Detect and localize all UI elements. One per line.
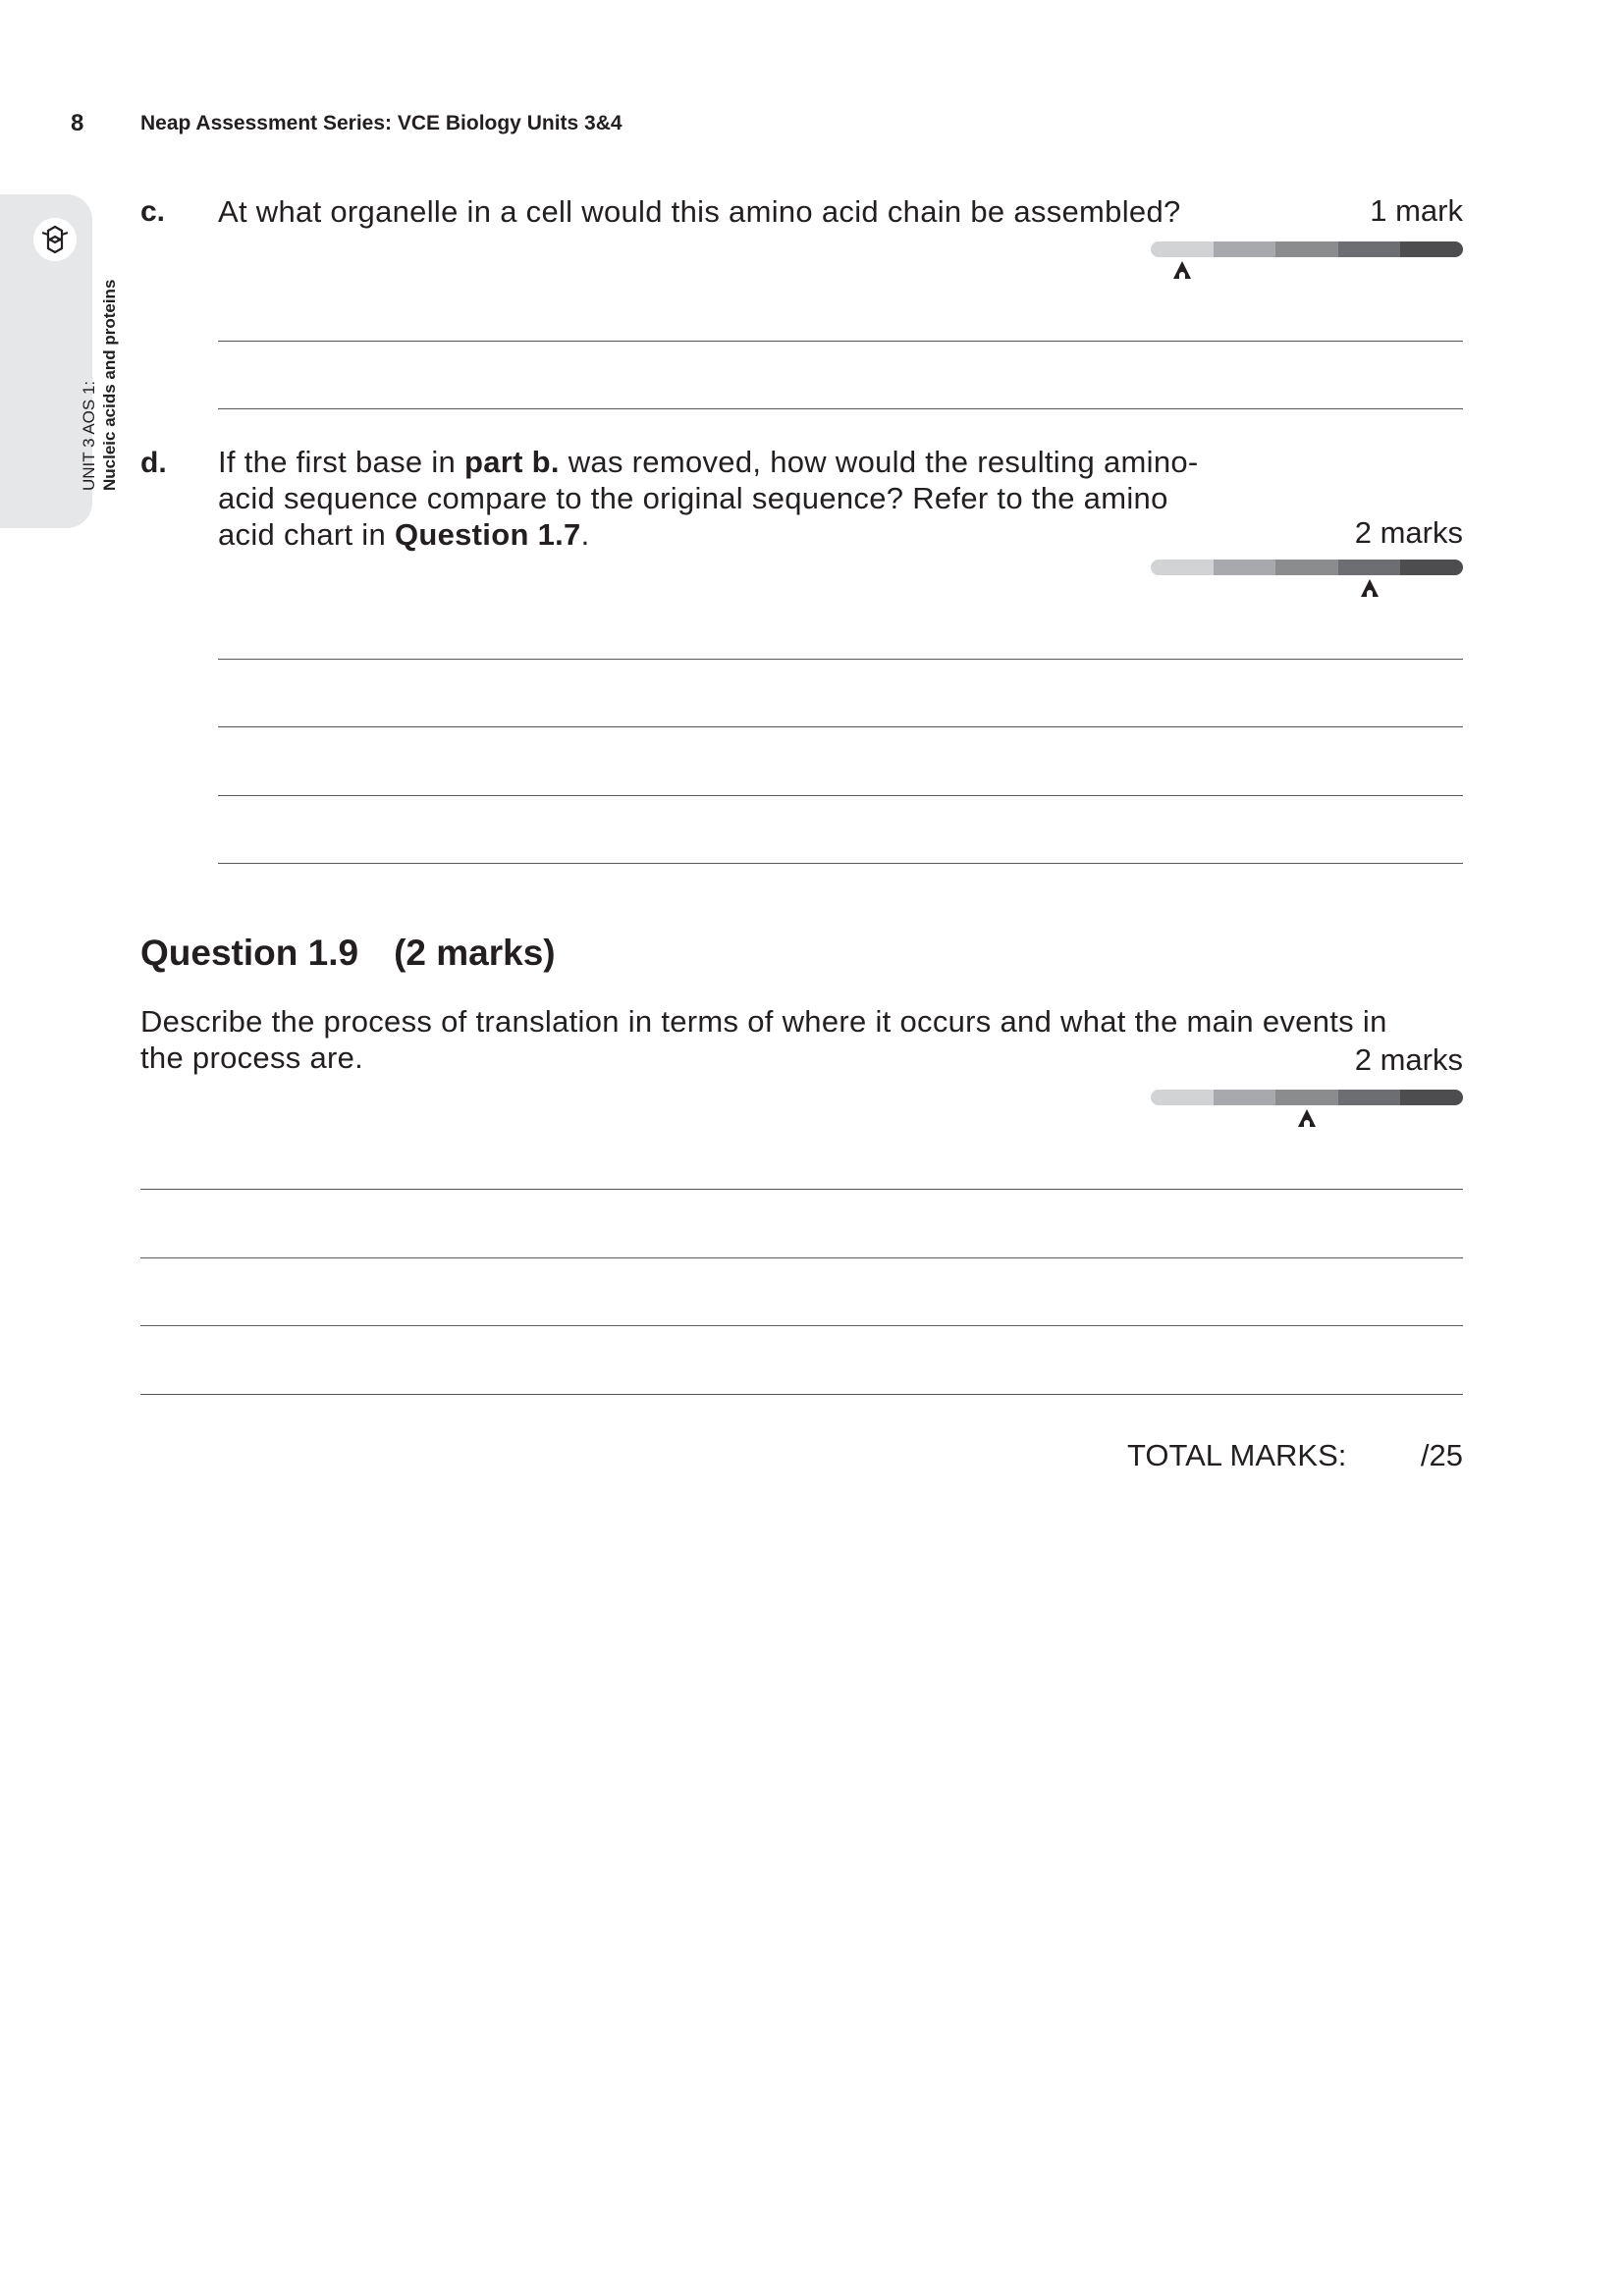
total-marks-label: TOTAL MARKS: (1127, 1438, 1347, 1472)
difficulty-segment (1400, 241, 1463, 257)
difficulty-segment (1151, 241, 1214, 257)
question-heading (140, 933, 591, 974)
part-d-text-3: . (580, 517, 590, 552)
running-title: Neap Assessment Series: VCE Biology Units 3&4 (140, 112, 623, 134)
difficulty-segment (1275, 241, 1338, 257)
difficulty-segment (1400, 1090, 1463, 1105)
part-d-ref-part-b: part b. (463, 445, 560, 479)
part-d-letter: d. (140, 447, 167, 479)
part-d-question (218, 444, 1200, 553)
difficulty-pointer-icon (1298, 1109, 1316, 1127)
question-1-9-difficulty-meter (1151, 1090, 1463, 1105)
difficulty-pointer-icon (1173, 261, 1191, 279)
difficulty-segment (1151, 560, 1214, 575)
answer-line[interactable] (140, 1189, 1463, 1190)
side-tab-unit: UNIT 3 AOS 1: (80, 380, 98, 491)
answer-line[interactable] (140, 1394, 1463, 1395)
part-d-ref-question: Question 1.7 (394, 517, 581, 552)
side-tab-topic: Nucleic acids and proteins (100, 279, 119, 491)
difficulty-segment (1275, 560, 1338, 575)
question-total-marks: (2 marks) (394, 933, 556, 973)
side-tab-label (79, 255, 120, 491)
question-1-9-marks: 2 marks (1354, 1042, 1463, 1077)
part-d-text-1: If the first base in (218, 445, 464, 479)
part-d-text-2: was removed, how would the resulting amino-acid sequence compare to the original sequence? Refer to the amino acid chart in (218, 445, 1199, 552)
difficulty-pointer-icon (1361, 579, 1379, 597)
answer-line[interactable] (218, 726, 1463, 727)
answer-line[interactable] (218, 659, 1463, 660)
difficulty-segment (1338, 241, 1401, 257)
difficulty-segment (1214, 241, 1276, 257)
difficulty-segment (1338, 560, 1401, 575)
part-d-marks: 2 marks (1354, 515, 1463, 550)
difficulty-segment (1275, 1090, 1338, 1105)
answer-line[interactable] (140, 1257, 1463, 1258)
answer-line[interactable] (140, 1325, 1463, 1326)
difficulty-segment (1214, 560, 1276, 575)
answer-line[interactable] (218, 795, 1463, 796)
part-d-difficulty-meter (1151, 560, 1463, 575)
difficulty-segment (1214, 1090, 1276, 1105)
part-c-marks: 1 mark (1370, 193, 1463, 228)
difficulty-segment (1151, 1090, 1214, 1105)
page-number: 8 (71, 110, 84, 136)
part-c-letter: c. (140, 195, 166, 228)
answer-line[interactable] (218, 863, 1463, 864)
molecule-icon (33, 218, 77, 261)
difficulty-segment (1338, 1090, 1401, 1105)
total-marks-value: /25 (1420, 1438, 1463, 1472)
part-c-question: At what organelle in a cell would this amino acid chain be assembled? (218, 194, 1181, 229)
question-title: Question 1.9 (140, 933, 359, 973)
question-1-9-text: Describe the process of translation in terms of where it occurs and what the main events in the process are. (140, 1004, 1387, 1075)
answer-line[interactable] (218, 408, 1463, 409)
difficulty-segment (1400, 560, 1463, 575)
answer-line[interactable] (218, 341, 1463, 342)
part-c-difficulty-meter (1151, 241, 1463, 257)
